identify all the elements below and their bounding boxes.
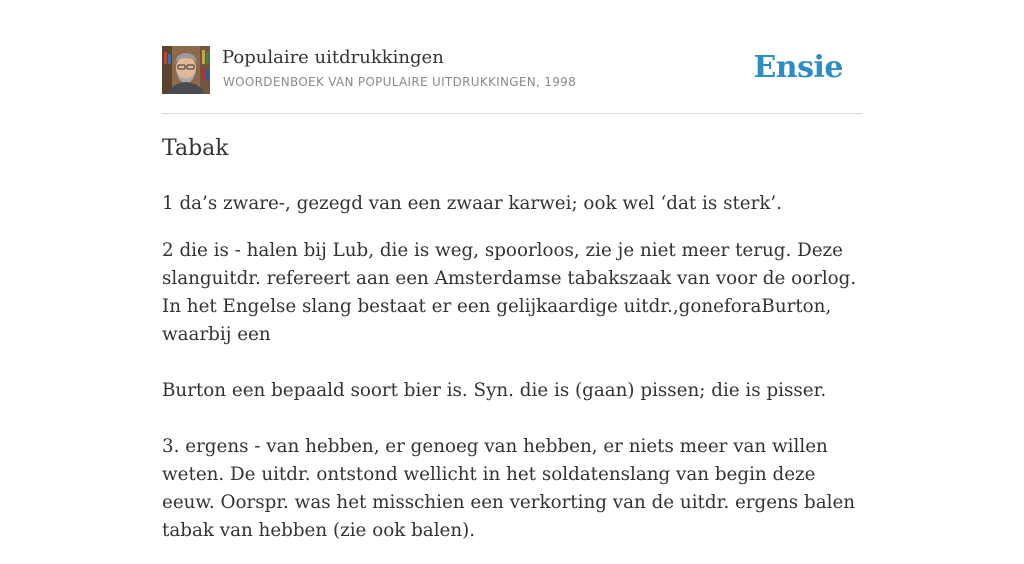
author-portrait-icon: [162, 46, 210, 94]
entry-body: [162, 190, 862, 564]
entry-title: Tabak: [162, 136, 229, 161]
definition-paragraph: 1 da’s zware-, gezegd van een zwaar karwei; ook wel ‘dat is sterk’.: [162, 193, 783, 214]
source-header: [162, 46, 862, 114]
ensie-logo-link[interactable]: Ensie: [753, 50, 843, 85]
source-title[interactable]: Populaire uitdrukkingen: [222, 47, 444, 68]
definition-paragraph: 3. ergens - van hebben, er genoeg van hebben, er niets meer van willen weten. De uitdr. ontstond wellicht in het soldatenslang van begin deze eeuw. Oorspr. was het misschien een verkorting van de uitdr. ergens balen tabak van hebben (zie ook balen).: [162, 436, 856, 541]
source-subtitle: WOORDENBOEK VAN POPULAIRE UITDRUKKINGEN, 1998: [223, 75, 577, 89]
definition-paragraph: 2 die is - halen bij Lub, die is weg, spoorloos, zie je niet meer terug. Deze slanguitdr. refereert aan een Amsterdamse tabakszaak van voor de oorlog. In het Engelse slang bestaat er een gelijkaardige uitdr.,goneforaBurton, waarbij een: [162, 240, 857, 345]
author-avatar[interactable]: [162, 46, 210, 94]
content-container: [162, 46, 862, 541]
definition-paragraph: Burton een bepaald soort bier is. Syn. die is (gaan) pissen; die is pisser.: [162, 380, 827, 401]
